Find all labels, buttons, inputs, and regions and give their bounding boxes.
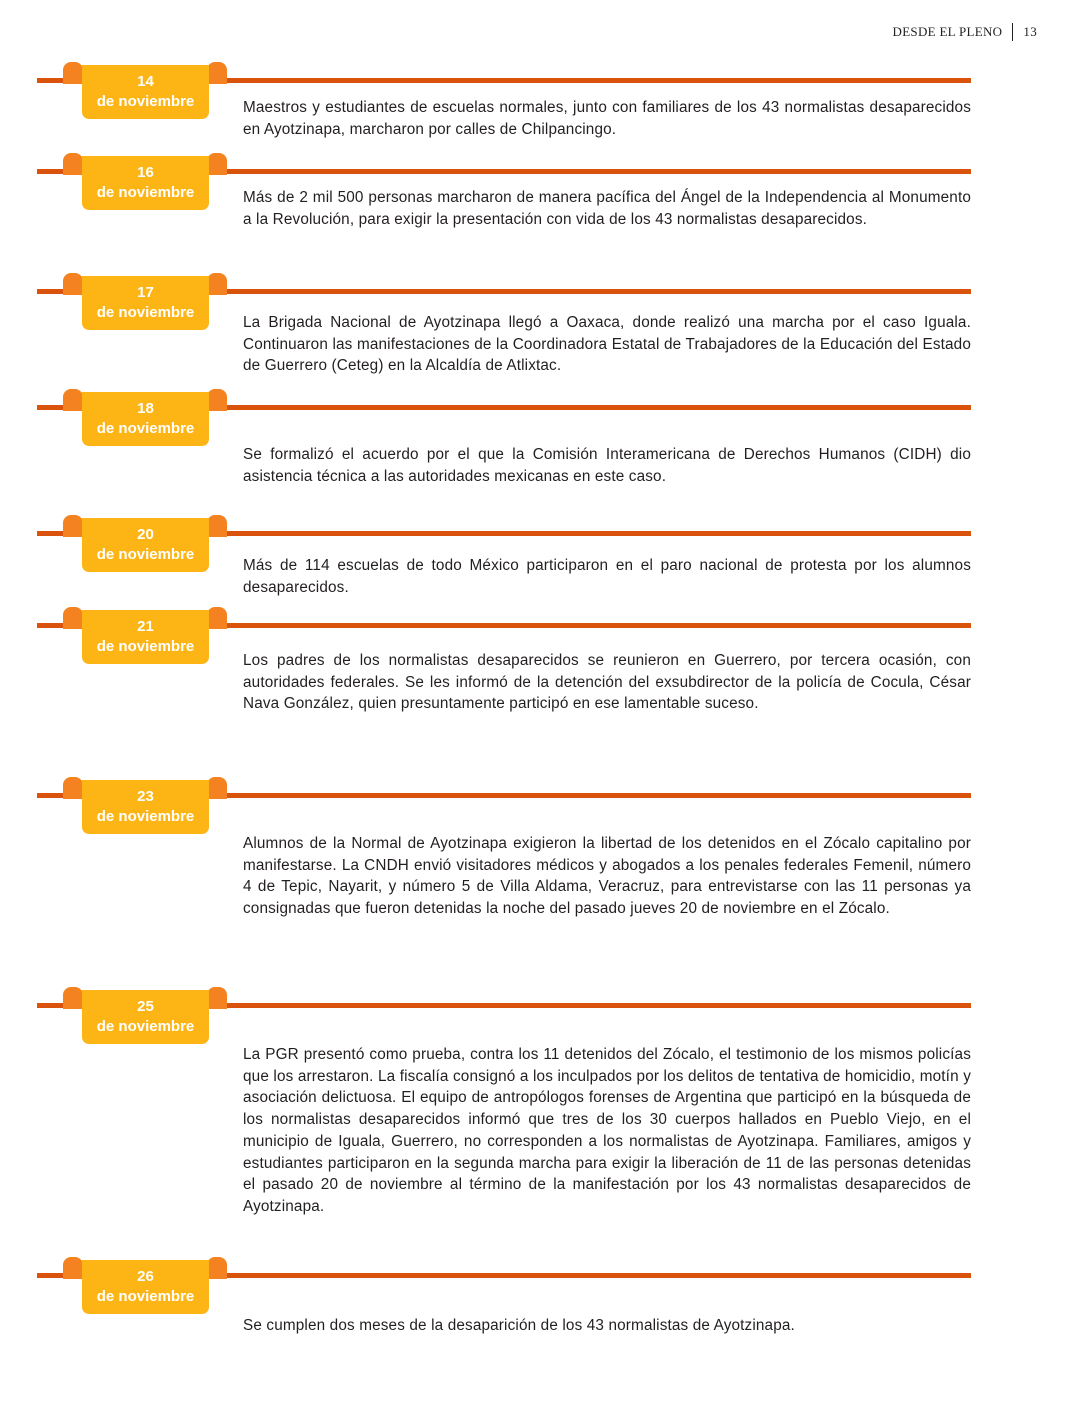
- ribbon-fold-right: [207, 153, 227, 175]
- date-month: de noviembre: [96, 1288, 195, 1305]
- date-day: 16: [137, 164, 154, 181]
- entry-text: Más de 114 escuelas de todo México participaron en el paro nacional de protesta por los alumnos desaparecidos.: [243, 557, 971, 596]
- date-day: 20: [137, 526, 154, 543]
- date-day: 26: [137, 1268, 154, 1285]
- date-badge: [82, 1260, 209, 1314]
- date-day: 17: [137, 284, 154, 301]
- date-month: de noviembre: [96, 1018, 195, 1035]
- ribbon-fold-right: [207, 777, 227, 799]
- entry-text: Se cumplen dos meses de la desaparición de los 43 normalistas de Ayotzinapa.: [243, 1317, 795, 1334]
- date-day: 25: [137, 998, 154, 1015]
- date-month: de noviembre: [96, 638, 195, 655]
- ribbon-fold-right: [207, 273, 227, 295]
- ribbon-fold-left: [63, 273, 83, 295]
- ribbon-fold-left: [63, 1257, 83, 1279]
- header-divider: [1012, 23, 1013, 41]
- date-month: de noviembre: [96, 808, 195, 825]
- entry-text: La Brigada Nacional de Ayotzinapa llegó a Oaxaca, donde realizó una marcha por el caso Iguala. Continuaron las manifestaciones de la Coordinadora Estatal de Trabajadores de la Educación del Estado de Guerrero (Ceteg) en la Alcaldía de Atlixtac.: [243, 314, 971, 375]
- ribbon-fold-left: [63, 607, 83, 629]
- ribbon-fold-left: [63, 777, 83, 799]
- entry-text: Alumnos de la Normal de Ayotzinapa exigieron la libertad de los detenidos en el Zócalo capitalino por manifestarse. La CNDH envió visitadores médicos y abogados a los penales federales Femenil, número 4 de Tepic, Nayarit, y número 5 de Villa Aldama, Veracruz, para entrevistarse con las 11 personas ya consignadas que fueron detenidas la noche del pasado jueves 20 de noviembre en el Zócalo.: [243, 835, 971, 918]
- date-month: de noviembre: [96, 93, 195, 110]
- section-title: DESDE EL PLENO: [892, 24, 1003, 39]
- entry-text: La PGR presentó como prueba, contra los 11 detenidos del Zócalo, el testimonio de los mismos policías que los arrestaron. La fiscalía consignó a los inculpados por los delitos de tentativa de homicidio, motín y asociación delictuosa. El equipo de antropólogos forenses de Argentina que participó en la búsqueda de los normalistas desaparecidos informó que tres de los 30 cuerpos hallados en Pueblo Viejo, en el municipio de Iguala, Guerrero, no corresponden a los normalistas de Ayotzinapa. Familiares, amigos y estudiantes participaron en la segunda marcha para exigir la liberación de 11 de las personas detenidas el pasado 20 de noviembre al término de la manifestación por los 43 normalistas desaparecidos de Ayotzinapa.: [243, 1046, 971, 1215]
- date-badge: [82, 65, 209, 119]
- ribbon-fold-left: [63, 153, 83, 175]
- entry-text: Maestros y estudiantes de escuelas normales, junto con familiares de los 43 normalistas desaparecidos en Ayotzinapa, marcharon por calles de Chilpancingo.: [243, 99, 971, 138]
- date-month: de noviembre: [96, 184, 195, 201]
- date-badge: [82, 518, 209, 572]
- date-badge: [82, 276, 209, 330]
- date-badge: [82, 392, 209, 446]
- date-month: de noviembre: [96, 546, 195, 563]
- date-day: 23: [137, 788, 154, 805]
- date-day: 14: [137, 73, 154, 90]
- date-badge: [82, 990, 209, 1044]
- date-day: 18: [137, 400, 154, 417]
- ribbon-fold-left: [63, 987, 83, 1009]
- ribbon-fold-right: [207, 389, 227, 411]
- ribbon-fold-right: [207, 987, 227, 1009]
- ribbon-fold-right: [207, 607, 227, 629]
- date-day: 21: [137, 618, 154, 635]
- page-number: 13: [1023, 24, 1037, 39]
- ribbon-fold-left: [63, 389, 83, 411]
- date-badge: [82, 780, 209, 834]
- ribbon-fold-right: [207, 1257, 227, 1279]
- date-badge: [82, 156, 209, 210]
- entry-text: Se formalizó el acuerdo por el que la Comisión Interamericana de Derechos Humanos (CIDH) dio asistencia técnica a las autoridades mexicanas en este caso.: [243, 446, 971, 485]
- ribbon-fold-left: [63, 62, 83, 84]
- date-month: de noviembre: [96, 420, 195, 437]
- date-month: de noviembre: [96, 304, 195, 321]
- ribbon-fold-left: [63, 515, 83, 537]
- ribbon-fold-right: [207, 515, 227, 537]
- entry-text: Los padres de los normalistas desaparecidos se reunieron en Guerrero, por tercera ocasión, con autoridades federales. Se les informó de la detención del exsubdirector de la policía de Cocula, César Nava González, quien presuntamente participó en ese lamentable suceso.: [243, 652, 971, 713]
- date-badge: [82, 610, 209, 664]
- running-head: [893, 23, 1038, 41]
- ribbon-fold-right: [207, 62, 227, 84]
- entry-text: Más de 2 mil 500 personas marcharon de manera pacífica del Ángel de la Independencia al Monumento a la Revolución, para exigir la presentación con vida de los 43 normalistas desaparecidos.: [243, 189, 971, 228]
